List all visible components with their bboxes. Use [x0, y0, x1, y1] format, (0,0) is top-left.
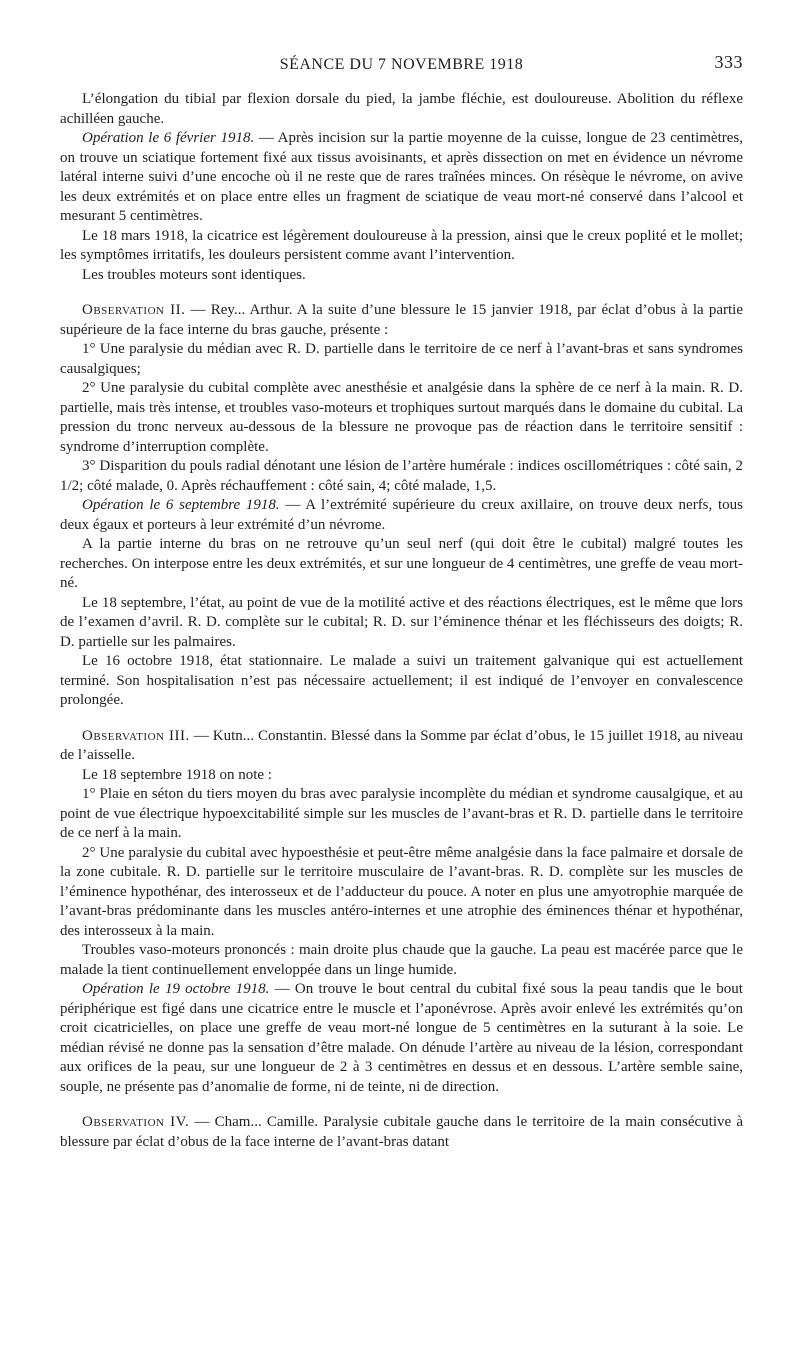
paragraph — [60, 379, 743, 457]
paragraph-text: — On trouve le bout central du cubital fixé sous la peau tandis que le bout périphérique est figé dans une cicatrice entre le muscle et l’aponévrose. Après avoir enlevé les extrémités qu’on croit cicatricielles, on place une greffe de veau mort-né longue de 5 centimètres en la suturant à la soie. Le médian révisé ne donne pas la sensation d’être malade. On dénude l’artère au niveau de la lésion, correspondant aux orifices de la peau, sur une longueur de 2 à 3 centimètres en dessus et en dessous. L’artère semble saine, souple, ne présente pas d’anomalie de forme, ni de teinte, ni de direction. — [60, 981, 743, 1095]
paragraph-text: — A l’extrémité supérieure du creux axillaire, on trouve deux nerfs, tous deux égaux et porteurs à leur extrémité d’un névrome. — [60, 497, 743, 533]
paragraph-text: Les troubles moteurs sont identiques. — [82, 266, 306, 283]
paragraph-text: — Rey... Arthur. A la suite d’une blessure le 15 janvier 1918, par éclat d’obus à la partie supérieure de la face interne du bras gauche, présente : — [60, 302, 743, 338]
page-header — [60, 48, 743, 82]
paragraph-text: — Après incision sur la partie moyenne de la cuisse, longue de 23 centimètres, on trouve un sciatique fortement fixé aux tissus avoisinants, et après dissection on met en évidence un névrome latéral interne suivi d’une encoche où il ne reste que de rares traînées minces. On résèque le névrome, on avive les deux extrémités et on place entre elles un fragment de sciatique de veau mort-né conservé dans l’alcool et mesurant 5 centimètres. — [60, 130, 743, 224]
paragraph — [60, 785, 743, 844]
operation-heading: Opération le 6 septembre 1918. — [82, 497, 280, 513]
page-number: 333 — [714, 52, 743, 72]
observation-paragraph — [60, 301, 743, 340]
operation-heading: Opération le 19 octobre 1918. — [82, 981, 270, 997]
paragraph-text: Le 18 mars 1918, la cicatrice est légèrement douloureuse à la pression, ainsi que le creux poplité et le mollet; les symptômes irritatifs, les douleurs persistent comme avant l’intervention. — [60, 227, 743, 263]
paragraph — [60, 980, 743, 1097]
running-head: SÉANCE DU 7 NOVEMBRE 1918 — [279, 56, 524, 73]
paragraph-text: 2° Une paralysie du cubital avec hypoesthésie et peut-être même analgésie dans la face palmaire et dorsale de la zone cubitale. R. D. partielle sur le territoire musculaire de l’avant-bras. R. D. complète sur les muscles de l’éminence hypothénar, des interosseux et de l’adducteur du pouce. A noter en plus une amyotrophie marquée de l’avant-bras prédominante dans les muscles antéro-internes et une atrophie des éminences thénar et hypothénar, des interosseux à la main. — [60, 844, 743, 939]
observation-label: Observation III. — [82, 727, 190, 744]
observation-paragraph — [60, 727, 743, 766]
paragraph — [60, 766, 743, 786]
paragraph-text: Troubles vaso-moteurs prononcés : main droite plus chaude que la gauche. La peau est macérée parce que le malade la tient continuellement enveloppée dans un linge humide. — [60, 942, 743, 978]
observation-label: Observation II. — [82, 302, 186, 318]
paragraph-text: 2° Une paralysie du cubital complète avec anesthésie et analgésie dans la sphère de ce nerf à la main. R. D. partielle, mais très intense, et troubles vaso-moteurs et trophiques surtout marqués dans le domaine du cubital. La pression du tronc nerveux au-dessous de la blessure ne provoque pas de réaction dans le territoire sensitif : syndrome d’interruption complète. — [60, 380, 743, 455]
paragraph — [60, 266, 743, 286]
paragraph — [60, 90, 743, 129]
paragraph — [60, 227, 743, 266]
paragraph-text: 3° Disparition du pouls radial dénotant une lésion de l’artère humérale : indices oscillométriques : côté sain, 2 1/2; côté malade, 0. Après réchauffement : côté sain, 4; côté malade, 1,5. — [60, 458, 743, 494]
paragraph — [60, 457, 743, 496]
paragraph — [60, 496, 743, 535]
paragraph-text: — Kutn... Constantin. Blessé dans la Somme par éclat d’obus, le 15 juillet 1918, au niveau de l’aisselle. — [60, 727, 744, 763]
paragraph — [60, 652, 743, 711]
paragraph — [60, 844, 743, 942]
paragraph-text: 1° Plaie en séton du tiers moyen du bras avec paralysie incomplète du médian et syndrome causalgique, et au point de vue électrique hypoexcitabilité simple sur les muscles de l’avant-bras et R. D. partielle dans le territoire de ce nerf à la main. — [60, 786, 743, 841]
paragraph-text: A la partie interne du bras on ne retrouve qu’un seul nerf (qui doit être le cubital) malgré toutes les recherches. On interpose entre les deux extrémités, et sur une longueur de 4 centimètres, une greffe de veau mort-né. — [60, 536, 743, 591]
paragraph — [60, 129, 743, 227]
paragraph-text: Le 18 septembre 1918 on note : — [82, 766, 272, 783]
operation-heading: Opération le 6 février 1918. — [82, 130, 255, 146]
paragraph-text: 1° Une paralysie du médian avec R. D. partielle dans le territoire de ce nerf à l’avant-bras et sans syndromes causalgiques; — [60, 341, 743, 377]
paragraph — [60, 941, 743, 980]
observation-paragraph — [60, 1113, 743, 1152]
observation-label: Observation IV. — [82, 1114, 190, 1130]
document-page — [60, 48, 743, 1152]
paragraph-text: L’élongation du tibial par flexion dorsale du pied, la jambe fléchie, est douloureuse. Abolition du réflexe achilléen gauche. — [60, 91, 743, 127]
document-body — [60, 90, 743, 1152]
paragraph-text: — Cham... Camille. Paralysie cubitale gauche dans le territoire de la main consécutive à blessure par éclat d’obus de la face interne de l’avant-bras datant — [60, 1114, 743, 1150]
paragraph — [60, 594, 743, 653]
paragraph — [60, 535, 743, 594]
paragraph-text: Le 18 septembre, l’état, au point de vue de la motilité active et des réactions électriques, est le même que lors de l’examen d’avril. R. D. complète sur le cubital; R. D. sur l’éminence thénar et les fléchisseurs des doigts; R. D. partielle sur les palmaires. — [60, 594, 743, 650]
paragraph-text: Le 16 octobre 1918, état stationnaire. Le malade a suivi un traitement galvanique qui est actuellement terminé. Son hospitalisation n’est pas nécessaire actuellement; il est indiqué de l’envoyer en convalescence prolongée. — [60, 653, 743, 708]
paragraph — [60, 340, 743, 379]
